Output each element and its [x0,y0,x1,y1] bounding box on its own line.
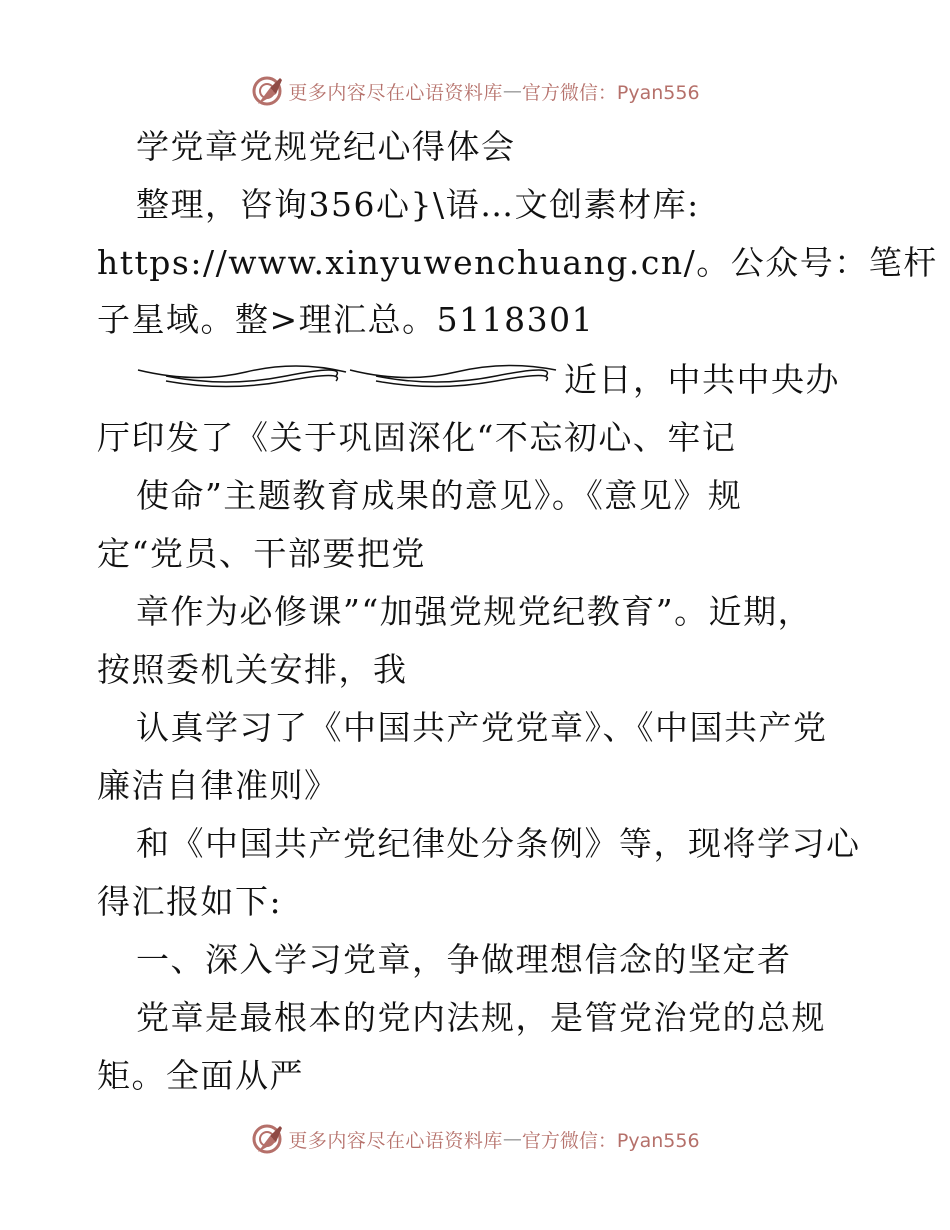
header-watermark-banner [0,71,950,111]
header-banner-account: 官方微信：Pyan556 [521,81,700,104]
decorative-wavy-lines [136,362,560,390]
body-line: 和《中国共产党纪律处分条例》等，现将学习心 [136,824,861,863]
document-title: 学党章党规党纪心得体会 [136,127,516,166]
header-banner-text: 更多内容尽在心语资料库 [288,81,503,104]
pen-nib-logo-icon [250,1122,284,1156]
header-banner-separator: — [502,80,522,102]
body-line: 得汇报如下: [97,882,283,921]
body-line: 子星域。整>理汇总。5118301 [97,300,595,339]
body-line: 章作为必修课”“加强党规党纪教育”。近期， [136,592,813,631]
body-line: 厅印发了《关于巩固深化“不忘初心、牢记 [97,418,737,457]
body-line: 廉洁自律准则》 [97,766,339,805]
footer-banner-separator: — [502,1128,522,1150]
pen-nib-logo-icon [250,74,284,108]
body-line: 矩。全面从严 [97,1056,304,1095]
body-line: 按照委机关安排，我 [97,650,408,689]
footer-watermark-banner [0,1119,950,1159]
body-line: 定“党员、干部要把党 [97,534,426,573]
body-line: 近日，中共中央办 [564,360,840,399]
body-line: 整理，咨询356心}\语…文创素材库: [136,185,700,224]
body-line: 使命”主题教育成果的意见》。《意见》规 [136,476,743,515]
section-heading: 一、深入学习党章，争做理想信念的坚定者 [136,940,792,979]
footer-banner-account: 官方微信：Pyan556 [521,1129,700,1152]
body-line: 认真学习了《中国共产党党章》、《中国共产党 [136,708,828,747]
footer-banner-text: 更多内容尽在心语资料库 [288,1129,503,1152]
body-line: https://www.xinyuwenchuang.cn/。公众号：笔杆 [97,243,938,282]
body-line: 党章是最根本的党内法规，是管党治党的总规 [136,998,826,1037]
